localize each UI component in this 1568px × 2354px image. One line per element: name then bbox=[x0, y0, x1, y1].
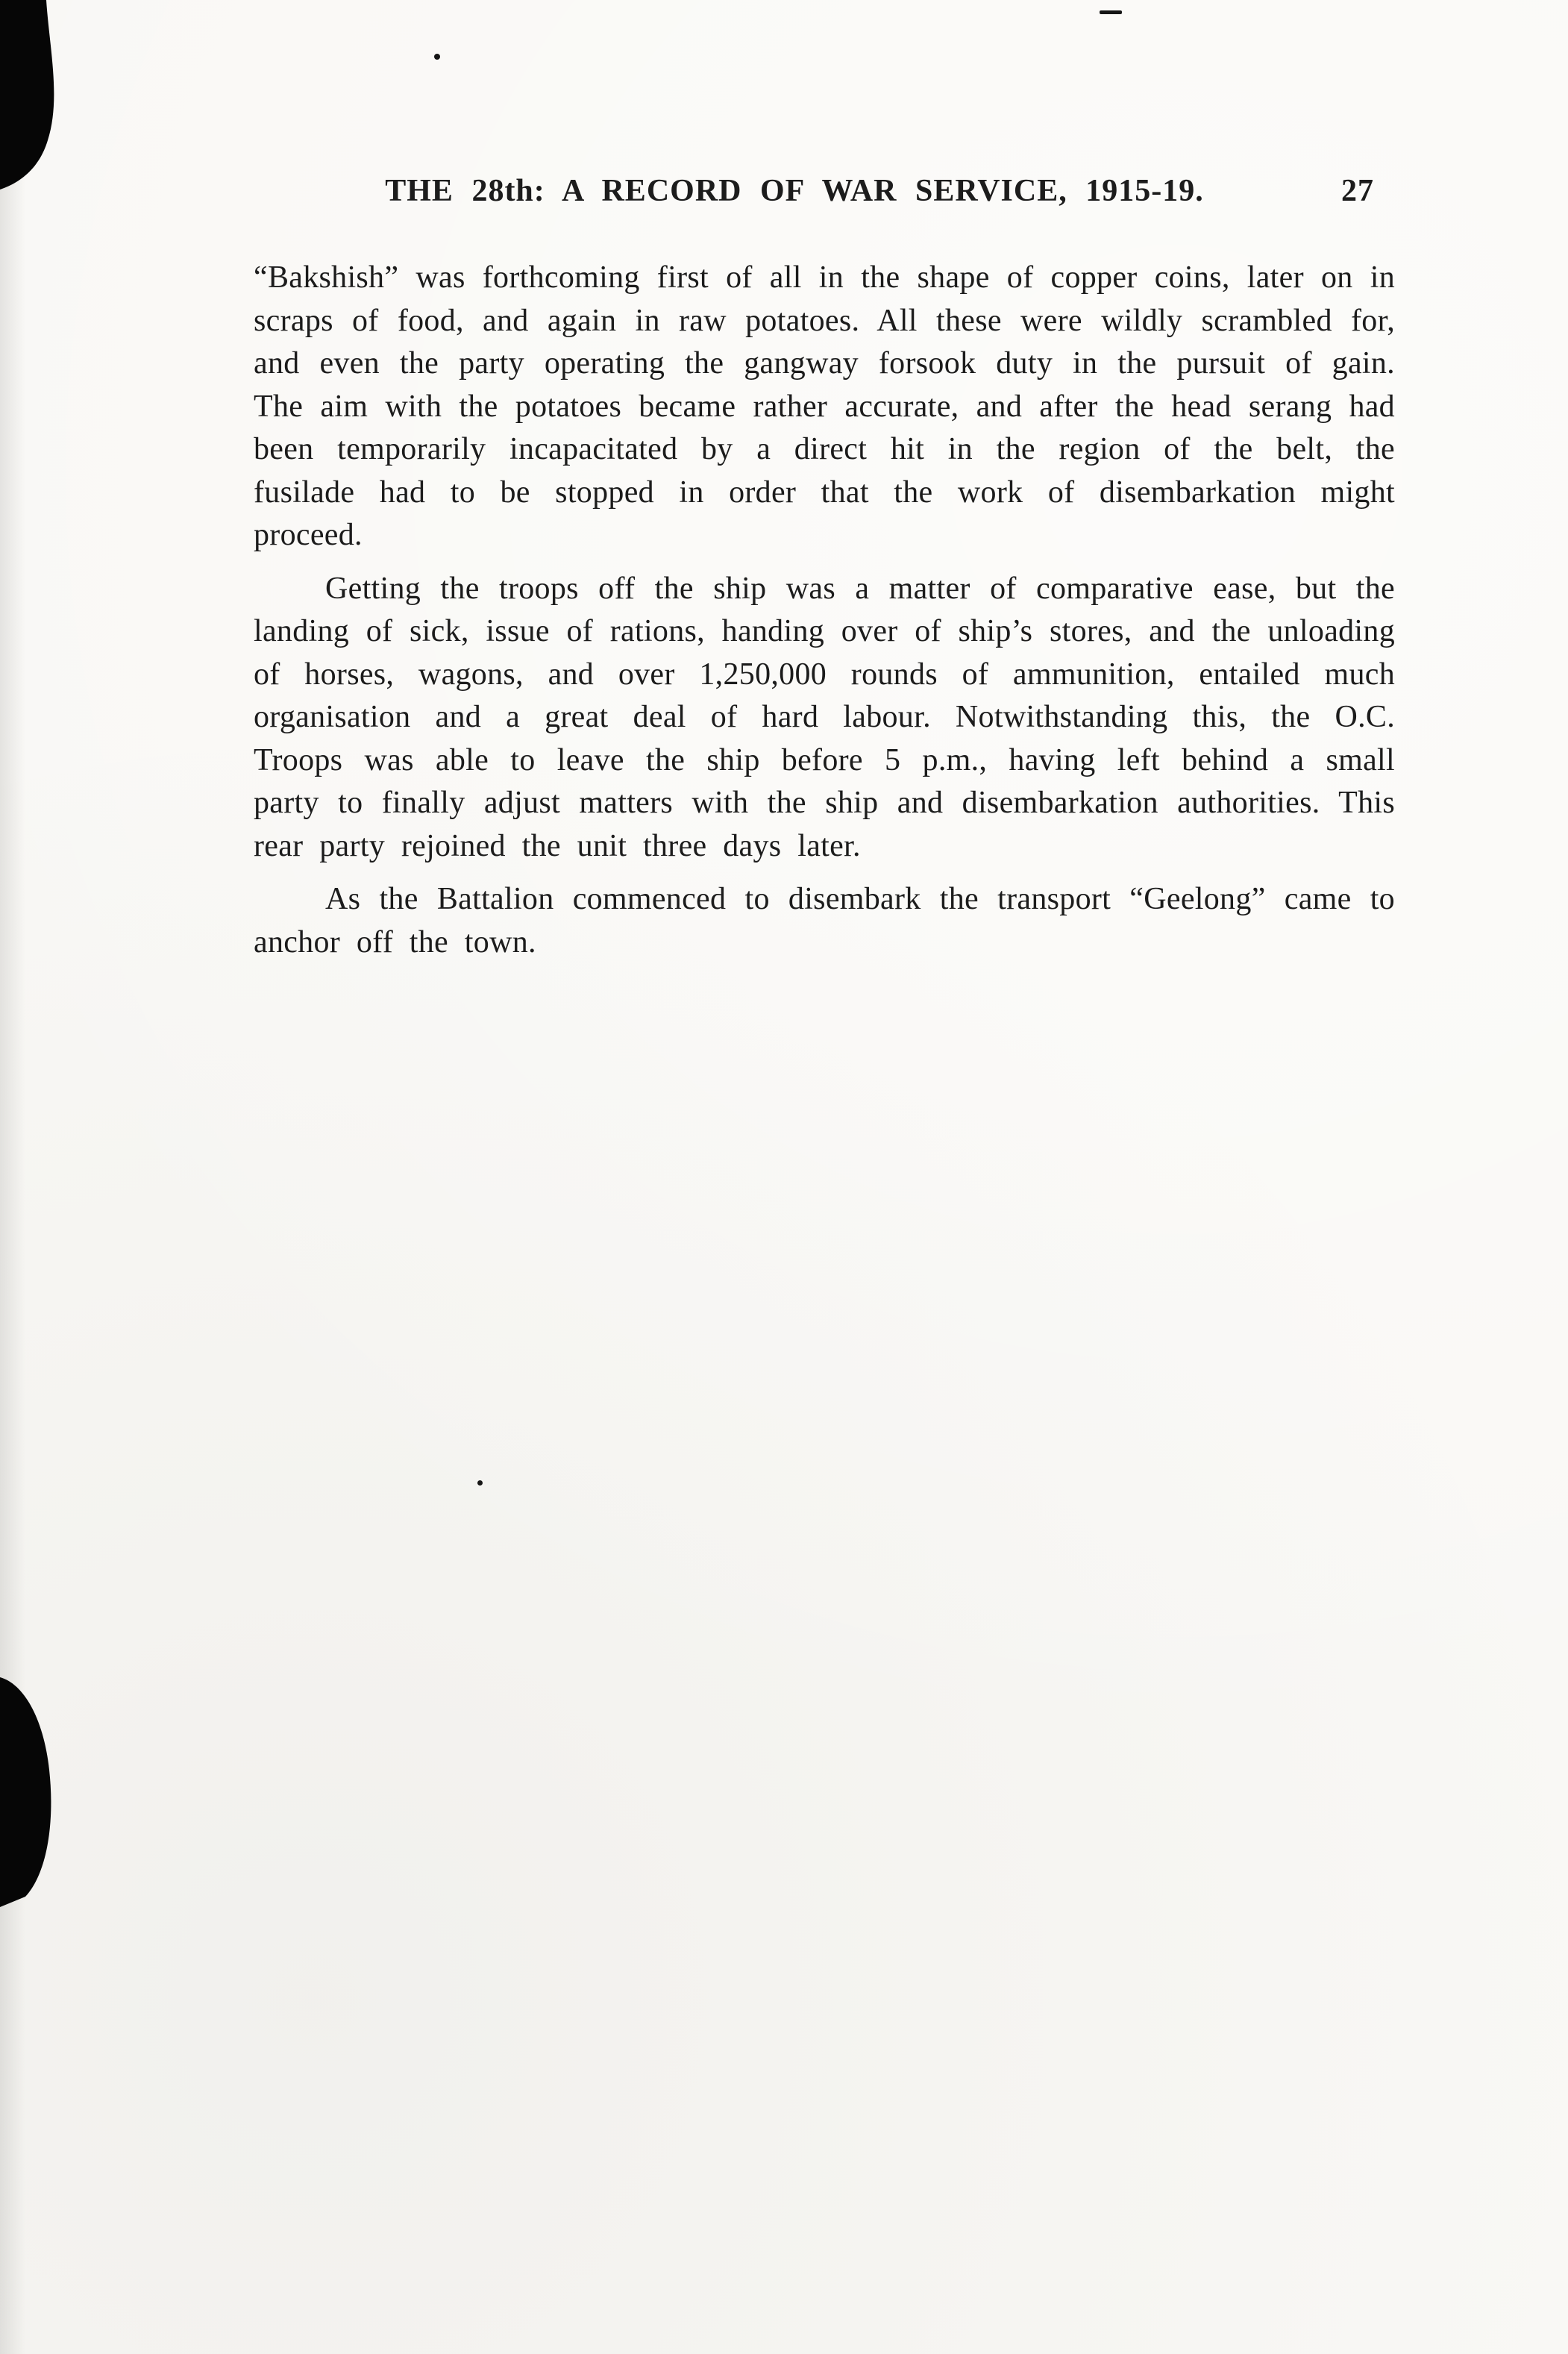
binding-mark-bottom bbox=[0, 1677, 51, 1907]
body-text bbox=[254, 257, 1395, 974]
page-gutter-shadow bbox=[0, 0, 25, 2354]
running-header-title: THE 28th: A RECORD OF WAR SERVICE, 1915-19. bbox=[385, 174, 1204, 208]
ink-speck-dash bbox=[1100, 10, 1122, 14]
running-header bbox=[254, 173, 1395, 218]
ink-speck-dot-2 bbox=[477, 1480, 483, 1486]
page-number: 27 bbox=[1341, 174, 1374, 208]
paragraph: Getting the troops off the ship was a matter of comparative ease, but the landing of sick, issue of rations, handing over of ship’s stores, and the unloading of horses, wagons, and over 1,250,000 rounds of ammunition, entailed much organisation and a great deal of hard labour. Notwithstanding this, the O.C. Troops was able to leave the ship before 5 p.m., having left behind a small party to finally adjust matters with the ship and disembarkation authorities. This rear party rejoined the unit three days later. bbox=[254, 571, 1395, 863]
binding-mark-top bbox=[0, 0, 54, 190]
paragraph: As the Battalion commenced to disembark the transport “Geelong” came to anchor off the town. bbox=[254, 882, 1395, 960]
paragraph: “Bakshish” was forthcoming first of all in the shape of copper coins, later on in scraps of food, and again in raw potatoes. All these were wildly scrambled for, and even the party operating the gangway forsook duty in the pursuit of gain. The aim with the potatoes became rather accurate, and after the head serang had been temporarily incapacitated by a direct hit in the region of the belt, the fusilade had to be stopped in order that the work of disembarkation might proceed. bbox=[254, 260, 1395, 552]
ink-speck-dot-1 bbox=[434, 54, 440, 60]
